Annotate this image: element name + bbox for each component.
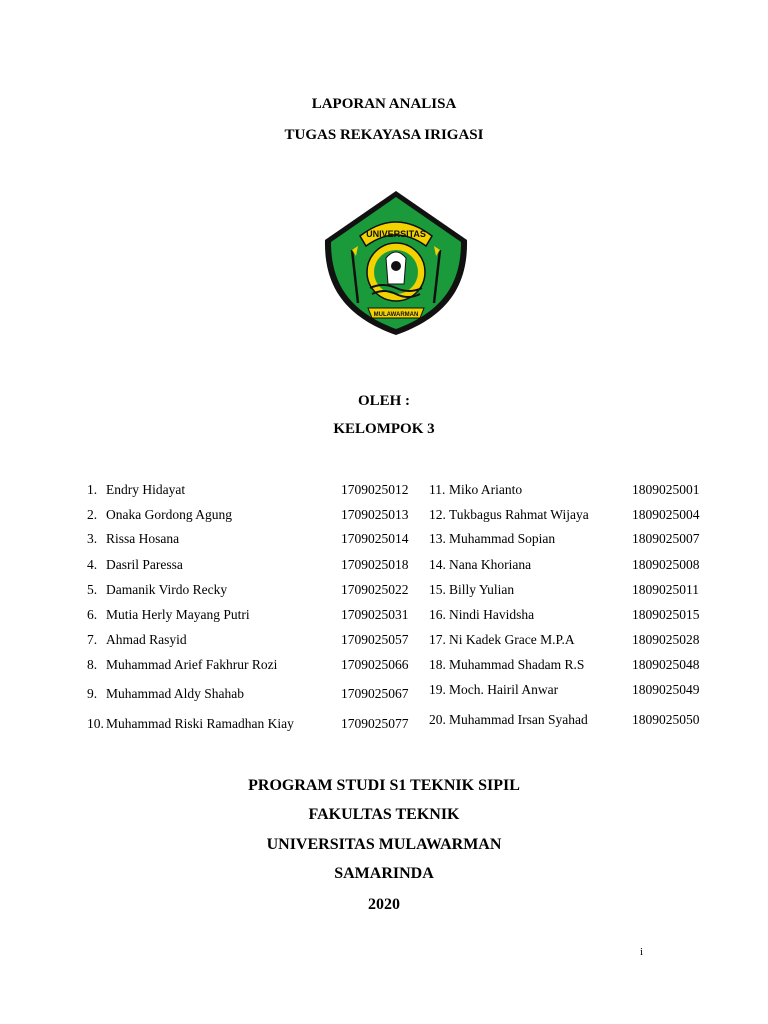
member-nim: 1709025031 [341,607,409,622]
member-nim: 1809025048 [632,657,700,672]
member-number: 6. [87,607,98,622]
member-number: 2. [87,507,98,522]
member-number: 4. [87,557,98,572]
report-title: LAPORAN ANALISA [311,96,457,112]
member-number: 7. [87,632,98,647]
member-nim: 1709025018 [341,557,409,572]
member-name: Ni Kadek Grace M.P.A [449,632,575,647]
member-nim: 1709025077 [341,716,409,731]
university-name: UNIVERSITAS MULAWARMAN [266,836,502,853]
member-name: Muhammad Arief Fakhrur Rozi [106,657,278,672]
member-name: Nindi Havidsha [449,607,535,622]
member-number: 9. [87,686,98,701]
member-name: Moch. Hairil Anwar [449,682,559,697]
member-nim: 1709025012 [341,482,409,497]
member-nim: 1709025067 [341,686,409,701]
member-name: Muhammad Aldy Shahab [106,686,244,701]
member-name: Nana Khoriana [449,557,532,572]
member-number: 8. [87,657,98,672]
member-number: 17. [429,632,446,647]
member-name: Muhammad Sopian [449,531,556,546]
member-name: Dasril Paressa [106,557,183,572]
member-number: 10. [87,716,104,731]
member-number: 12. [429,507,446,522]
university-logo-icon [322,188,470,338]
member-name: Damanik Virdo Recky [106,582,228,597]
faculty-name: FAKULTAS TEKNIK [308,806,460,823]
member-name: Muhammad Shadam R.S [449,657,585,672]
member-nim: 1709025066 [341,657,409,672]
study-program: PROGRAM STUDI S1 TEKNIK SIPIL [248,777,520,794]
member-number: 1. [87,482,98,497]
member-nim: 1709025022 [341,582,409,597]
member-name: Ahmad Rasyid [106,632,187,647]
member-number: 5. [87,582,98,597]
member-nim: 1709025057 [341,632,409,647]
member-name: Tukbagus Rahmat Wijaya [449,507,589,522]
member-name: Billy Yulian [449,582,515,597]
member-nim: 1809025011 [632,582,699,597]
member-number: 20. [429,712,446,727]
author-label: OLEH : [357,393,411,409]
member-nim: 1809025015 [632,607,700,622]
member-number: 3. [87,531,98,546]
logo-text-bottom: MULAWARMAN [373,312,419,318]
member-name: Onaka Gordong Agung [106,507,232,522]
member-nim: 1809025001 [632,482,700,497]
member-nim: 1809025049 [632,682,700,697]
member-name: Mutia Herly Mayang Putri [106,607,250,622]
logo-text-top: UNIVERSITAS [366,229,426,239]
member-number: 15. [429,582,446,597]
member-nim: 1809025004 [632,507,700,522]
member-name: Endry Hidayat [106,482,186,497]
member-name: Muhammad Riski Ramadhan Kiay [106,716,294,731]
page-number: i [640,946,644,958]
member-nim: 1709025014 [341,531,409,546]
member-nim: 1809025050 [632,712,700,727]
member-number: 16. [429,607,446,622]
member-name: Miko Arianto [449,482,523,497]
member-number: 11. [429,482,446,497]
city-name: SAMARINDA [334,865,434,882]
member-nim: 1809025008 [632,557,700,572]
member-number: 14. [429,557,446,572]
member-name: Rissa Hosana [106,531,180,546]
member-number: 18. [429,657,446,672]
member-number: 13. [429,531,446,546]
member-number: 19. [429,682,446,697]
group-name: KELOMPOK 3 [333,421,435,437]
year: 2020 [368,896,400,913]
report-subtitle: TUGAS REKAYASA IRIGASI [284,127,484,143]
member-name: Muhammad Irsan Syahad [449,712,588,727]
member-nim: 1709025013 [341,507,409,522]
member-nim: 1809025028 [632,632,700,647]
member-nim: 1809025007 [632,531,700,546]
